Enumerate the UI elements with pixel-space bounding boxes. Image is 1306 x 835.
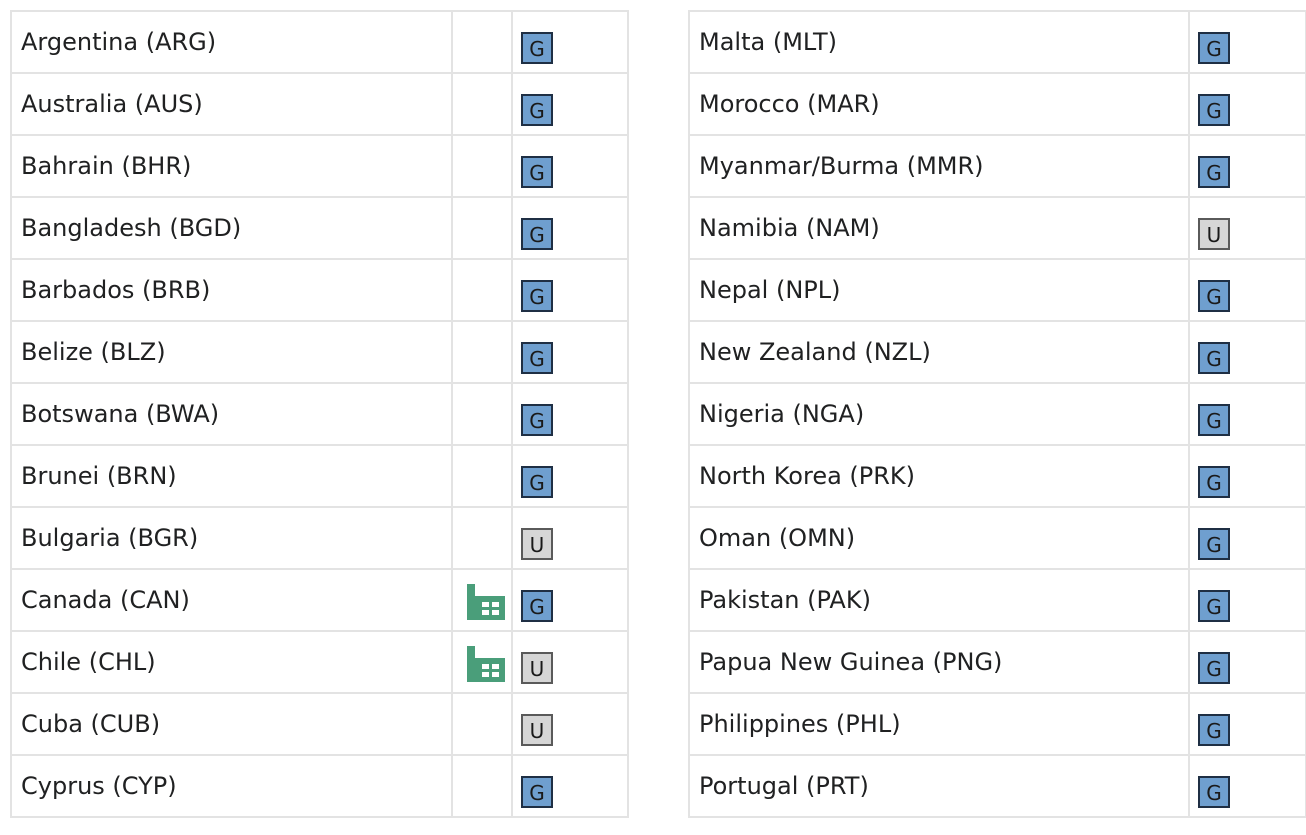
country-name: Canada (CAN) [11, 569, 452, 631]
status-badge-g[interactable]: G [1198, 404, 1230, 436]
badge-cell [1189, 755, 1306, 817]
table-row [11, 569, 628, 631]
table-row [11, 197, 628, 259]
status-badge-g[interactable]: G [1198, 776, 1230, 808]
badge-cell [512, 259, 628, 321]
status-badge-u[interactable]: U [1198, 218, 1230, 250]
factory-icon[interactable] [465, 642, 507, 684]
badge-cell [512, 755, 628, 817]
table-row [689, 693, 1306, 755]
status-badge-u[interactable]: U [521, 528, 553, 560]
table-row [689, 73, 1306, 135]
table-row [11, 445, 628, 507]
country-name: Oman (OMN) [689, 507, 1189, 569]
icon-cell [452, 693, 512, 755]
status-badge-g[interactable]: G [1198, 94, 1230, 126]
icon-cell [452, 11, 512, 73]
table-row [689, 11, 1306, 73]
status-badge-g[interactable]: G [521, 280, 553, 312]
table-row [689, 197, 1306, 259]
status-badge-u[interactable]: U [521, 714, 553, 746]
status-badge-g[interactable]: G [521, 32, 553, 64]
table-row [11, 755, 628, 817]
badge-cell [1189, 383, 1306, 445]
badge-cell [1189, 11, 1306, 73]
badge-cell [512, 383, 628, 445]
status-badge-g[interactable]: G [521, 776, 553, 808]
status-badge-g[interactable]: G [1198, 528, 1230, 560]
country-name: Belize (BLZ) [11, 321, 452, 383]
icon-cell [452, 445, 512, 507]
country-name: Chile (CHL) [11, 631, 452, 693]
badge-cell [1189, 135, 1306, 197]
badge-cell [512, 631, 628, 693]
country-name: Bulgaria (BGR) [11, 507, 452, 569]
table-row [11, 259, 628, 321]
badge-cell [1189, 445, 1306, 507]
table-row [689, 569, 1306, 631]
badge-cell [1189, 693, 1306, 755]
icon-cell [452, 197, 512, 259]
status-badge-g[interactable]: G [521, 156, 553, 188]
country-name: Malta (MLT) [689, 11, 1189, 73]
status-badge-g[interactable]: G [1198, 590, 1230, 622]
table-row [689, 383, 1306, 445]
table-row [689, 259, 1306, 321]
country-name: Brunei (BRN) [11, 445, 452, 507]
status-badge-g[interactable]: G [1198, 466, 1230, 498]
icon-cell [452, 259, 512, 321]
country-name: North Korea (PRK) [689, 445, 1189, 507]
table-row [11, 73, 628, 135]
status-badge-g[interactable]: G [521, 342, 553, 374]
country-name: Barbados (BRB) [11, 259, 452, 321]
icon-cell [452, 383, 512, 445]
icon-cell [452, 631, 512, 693]
icon-cell [452, 755, 512, 817]
factory-icon[interactable] [465, 580, 507, 622]
country-name: Bangladesh (BGD) [11, 197, 452, 259]
icon-cell [452, 321, 512, 383]
badge-cell [512, 135, 628, 197]
status-badge-g[interactable]: G [1198, 156, 1230, 188]
status-badge-g[interactable]: G [1198, 32, 1230, 64]
status-badge-g[interactable]: G [521, 466, 553, 498]
status-badge-g[interactable]: G [521, 590, 553, 622]
badge-cell [1189, 197, 1306, 259]
country-name: Papua New Guinea (PNG) [689, 631, 1189, 693]
badge-cell [512, 445, 628, 507]
status-badge-g[interactable]: G [1198, 652, 1230, 684]
badge-cell [1189, 259, 1306, 321]
table-row [11, 321, 628, 383]
badge-cell [512, 507, 628, 569]
table-row [689, 631, 1306, 693]
badge-cell [512, 73, 628, 135]
status-badge-g[interactable]: G [1198, 342, 1230, 374]
table-row [11, 693, 628, 755]
country-name: Nepal (NPL) [689, 259, 1189, 321]
country-name: Namibia (NAM) [689, 197, 1189, 259]
country-name: Bahrain (BHR) [11, 135, 452, 197]
status-badge-g[interactable]: G [1198, 280, 1230, 312]
badge-cell [1189, 321, 1306, 383]
icon-cell [452, 73, 512, 135]
country-name: Myanmar/Burma (MMR) [689, 135, 1189, 197]
badge-cell [512, 321, 628, 383]
badge-cell [512, 693, 628, 755]
icon-cell [452, 569, 512, 631]
badge-cell [512, 569, 628, 631]
table-row [689, 755, 1306, 817]
badge-cell [1189, 569, 1306, 631]
country-name: Portugal (PRT) [689, 755, 1189, 817]
country-name: Nigeria (NGA) [689, 383, 1189, 445]
left-country-table [10, 10, 629, 818]
status-badge-g[interactable]: G [521, 94, 553, 126]
table-row [11, 383, 628, 445]
badge-cell [512, 197, 628, 259]
icon-cell [452, 507, 512, 569]
icon-cell [452, 135, 512, 197]
country-name: Philippines (PHL) [689, 693, 1189, 755]
country-name: Argentina (ARG) [11, 11, 452, 73]
country-name: New Zealand (NZL) [689, 321, 1189, 383]
status-badge-u[interactable]: U [521, 652, 553, 684]
status-badge-g[interactable]: G [521, 218, 553, 250]
badge-cell [512, 11, 628, 73]
table-row [11, 11, 628, 73]
table-row [11, 135, 628, 197]
table-row [11, 507, 628, 569]
right-country-table [688, 10, 1306, 818]
country-name: Cyprus (CYP) [11, 755, 452, 817]
badge-cell [1189, 631, 1306, 693]
table-row [11, 631, 628, 693]
status-badge-g[interactable]: G [1198, 714, 1230, 746]
country-name: Morocco (MAR) [689, 73, 1189, 135]
country-name: Pakistan (PAK) [689, 569, 1189, 631]
country-name: Australia (AUS) [11, 73, 452, 135]
status-badge-g[interactable]: G [521, 404, 553, 436]
badge-cell [1189, 73, 1306, 135]
country-name: Botswana (BWA) [11, 383, 452, 445]
badge-cell [1189, 507, 1306, 569]
table-row [689, 507, 1306, 569]
country-name: Cuba (CUB) [11, 693, 452, 755]
table-row [689, 321, 1306, 383]
table-row [689, 445, 1306, 507]
table-row [689, 135, 1306, 197]
